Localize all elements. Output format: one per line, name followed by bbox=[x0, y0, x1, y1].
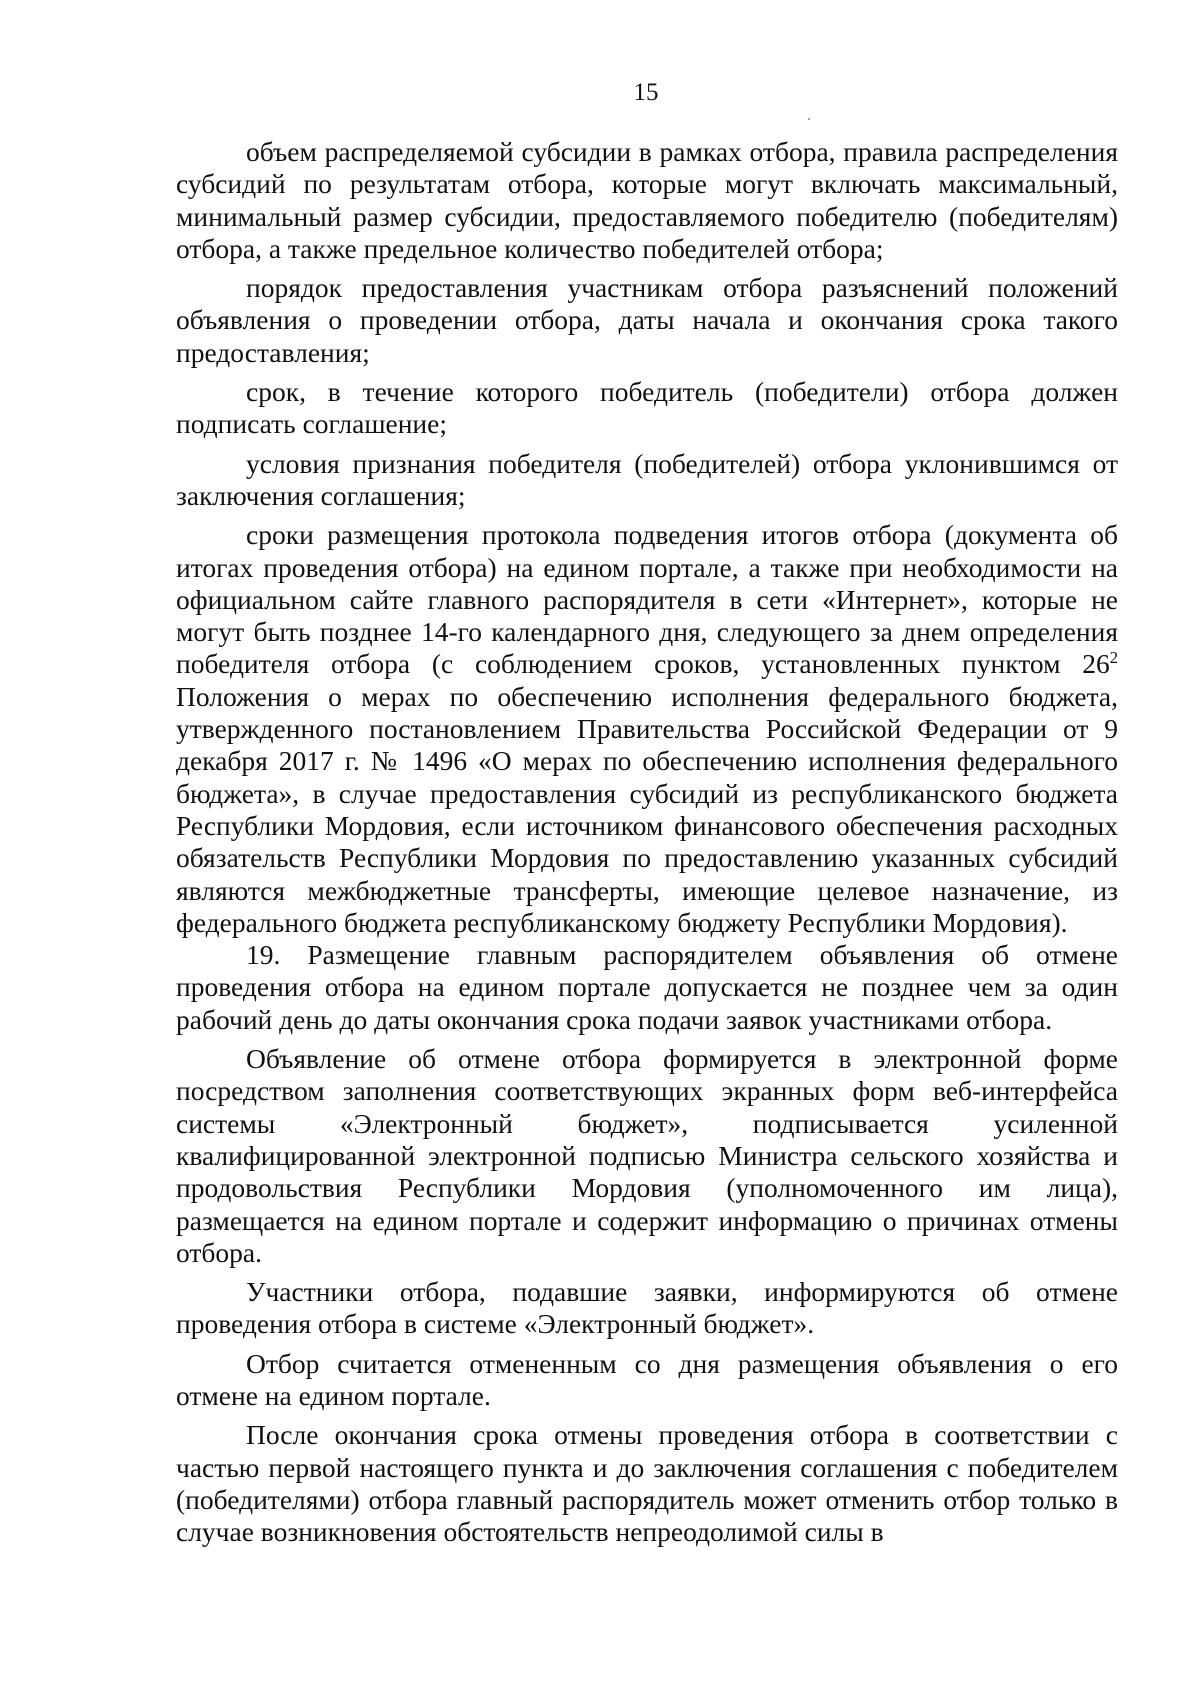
document-body bbox=[176, 136, 1118, 1548]
paragraph-protocol-text-start: сроки размещения протокола подведения итогов отбора (документа об итогах проведения отбора) на едином портале, а также при необходимости на официальном сайте главного распорядителя в сети «Интернет», которые не могут быть позднее 14-го календарного дня, следующего за днем определения победителя отбора (с соблюдением сроков, установленных пунктом 26 bbox=[176, 519, 1118, 680]
paragraph-item-19: 19. Размещение главным распорядителем объявления об отмене проведения отбора на едином портале допускается не позднее чем за один рабочий день до даты окончания срока подачи заявок участниками отбора. bbox=[176, 939, 1118, 1035]
page-number: 15 bbox=[633, 79, 659, 106]
paragraph-protocol-deadlines bbox=[176, 519, 1118, 939]
paragraph-selection-volume: объем распределяемой субсидии в рамках отбора, правила распределения субсидий по результатам отбора, которые могут включать максимальный, минимальный размер субсидии, предоставляемого победителю (победителям) отбора, а также предельное количество победителей отбора; bbox=[176, 136, 1118, 264]
paragraph-cancellation-notice: Объявление об отмене отбора формируется в электронной форме посредством заполнения соответствующих экранных форм веб-интерфейса системы «Электронный бюджет», подписывается усиленной квалифицированной электронной подписью Министра сельского хозяйства и продовольствия Республики Мордовия (уполномоченного им лица), размещается на едином портале и содержит информацию о причинах отмены отбора. bbox=[176, 1043, 1118, 1268]
paragraph-evasion-conditions: условия признания победителя (победителей) отбора уклонившимся от заключения соглашения; bbox=[176, 447, 1118, 511]
scan-speck bbox=[808, 118, 810, 120]
paragraph-protocol-text-end: Положения о мерах по обеспечению исполнения федерального бюджета, утвержденного постановлением Правительства Российской Федерации от 9 декабря 2017 г. № 1496 «О мерах по обеспечению исполнения федерального бюджета», в случае предоставления субсидий из республиканского бюджета Республики Мордовия, если источником финансового обеспечения расходных обязательств Республики Мордовия по предоставлению указанных субсидий являются межбюджетные трансферты, имеющие целевое назначение, из федерального бюджета республиканскому бюджету Республики Мордовия). bbox=[176, 680, 1118, 938]
paragraph-agreement-term: срок, в течение которого победитель (победители) отбора должен подписать соглашение; bbox=[176, 376, 1118, 440]
paragraph-participants-informed: Участники отбора, подавшие заявки, информируются об отмене проведения отбора в системе «Электронный бюджет». bbox=[176, 1276, 1118, 1340]
paragraph-clarification-procedure: порядок предоставления участникам отбора разъяснений положений объявления о проведении отбора, даты начала и окончания срока такого предоставления; bbox=[176, 272, 1118, 368]
paragraph-force-majeure: После окончания срока отмены проведения отбора в соответствии с частью первой настоящего пункта и до заключения соглашения с победителем (победителями) отбора главный распорядитель может отменить отбор только в случае возникновения обстоятельств непреодолимой силы в bbox=[176, 1419, 1118, 1548]
superscript-marker: 2 bbox=[1109, 648, 1118, 668]
paragraph-cancellation-date: Отбор считается отмененным со дня размещения объявления о его отмене на едином портале. bbox=[176, 1347, 1118, 1411]
